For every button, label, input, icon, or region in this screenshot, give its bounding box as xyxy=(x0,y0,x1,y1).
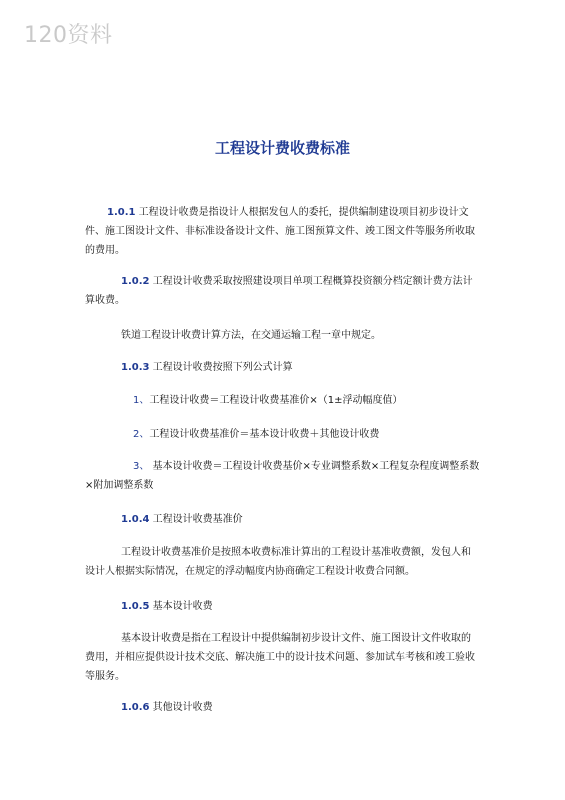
paragraph-text: 其他设计收费 xyxy=(149,702,213,713)
page-title: 工程设计费收费标准 xyxy=(214,139,350,157)
list-number: 3、 xyxy=(133,461,150,472)
paragraph-basic-fee xyxy=(85,629,480,686)
paragraph-text: 工程设计收费基准价是按照本收费标准计算出的工程设计基准收费额，发包人和设计人根据实际情况，在规定的浮动幅度内协商确定工程设计收费合同额。 xyxy=(85,547,471,577)
paragraph-1-0-2 xyxy=(85,272,480,310)
paragraph-1-0-1 xyxy=(85,203,480,260)
section-number: 1.0.2 xyxy=(121,276,150,287)
paragraph-text: 铁道工程设计收费计算方法，在交通运输工程一章中规定。 xyxy=(121,330,381,341)
paragraph-railway-note xyxy=(85,326,480,345)
paragraph-text: 基本设计收费＝工程设计收费基价×专业调整系数×工程复杂程度调整系数×附加调整系数 xyxy=(85,461,480,491)
paragraph-text: 基本设计收费是指在工程设计中提供编制初步设计文件、施工图设计文件收取的费用，并相应提供设计技术交底、解决施工中的设计技术问题、参加试车考核和竣工验收等服务。 xyxy=(85,633,475,682)
section-number: 1.0.1 xyxy=(107,207,136,218)
formula-1 xyxy=(85,391,480,410)
formula-2 xyxy=(85,425,480,444)
paragraph-text: 工程设计收费＝工程设计收费基准价×（1±浮动幅度值） xyxy=(149,395,403,406)
paragraph-base-price xyxy=(85,543,480,581)
section-number: 1.0.5 xyxy=(121,601,150,612)
paragraph-text: 工程设计收费是指设计人根据发包人的委托，提供编制建设项目初步设计文件、施工图设计文件、非标准设备设计文件、施工图预算文件、竣工图文件等服务所收取的费用。 xyxy=(85,207,475,256)
watermark: 120资料 xyxy=(24,23,113,48)
paragraph-1-0-5 xyxy=(85,597,480,616)
section-number: 1.0.3 xyxy=(121,362,150,373)
formula-3 xyxy=(85,457,480,495)
list-number: 1、 xyxy=(133,395,150,406)
paragraph-1-0-3 xyxy=(85,358,480,377)
paragraph-text: 工程设计收费采取按照建设项目单项工程概算投资额分档定额计费方法计算收费。 xyxy=(85,276,473,306)
paragraph-text: 工程设计收费基准价 xyxy=(149,514,243,525)
paragraph-text: 基本设计收费 xyxy=(149,601,213,612)
paragraph-text: 工程设计收费基准价＝基本设计收费＋其他设计收费 xyxy=(149,429,380,440)
list-number: 2、 xyxy=(133,429,150,440)
paragraph-text: 工程设计收费按照下列公式计算 xyxy=(149,362,293,373)
paragraph-1-0-6 xyxy=(85,698,480,717)
section-number: 1.0.6 xyxy=(121,702,150,713)
section-number: 1.0.4 xyxy=(121,514,150,525)
paragraph-1-0-4 xyxy=(85,510,480,529)
